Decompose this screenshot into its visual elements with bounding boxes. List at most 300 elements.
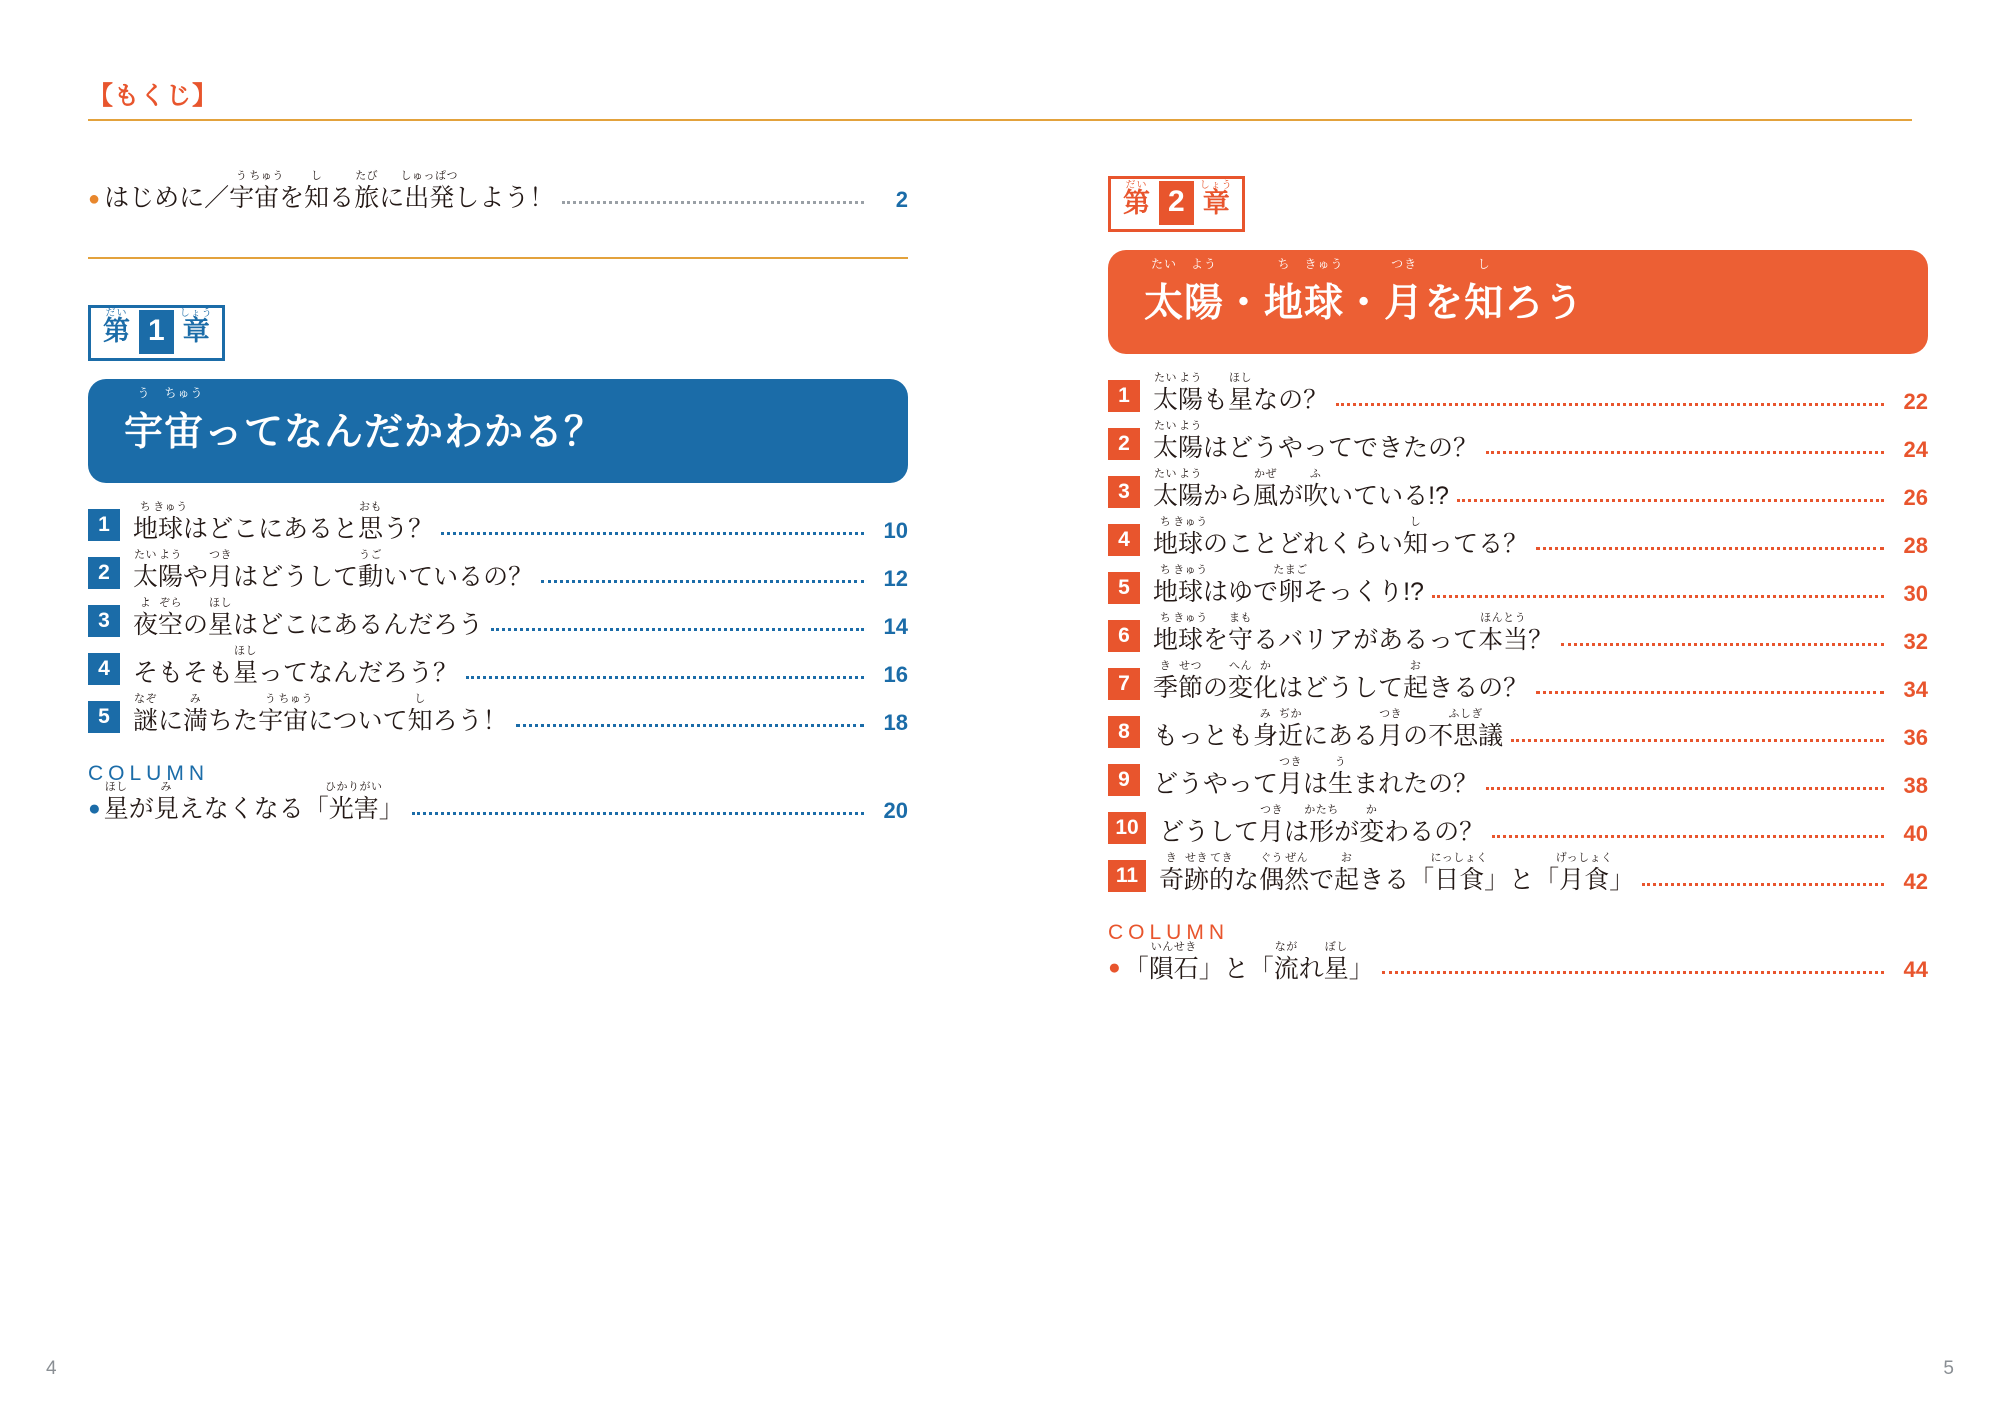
chapter-kanji: 第 xyxy=(1123,187,1150,218)
ruby-group xyxy=(1304,257,1345,328)
ruby-group xyxy=(1228,372,1254,415)
ruby-group xyxy=(1378,708,1404,751)
ruby-base: 変 xyxy=(1228,674,1254,703)
ruby-group xyxy=(358,501,384,544)
ruby-text: ほんとう xyxy=(1480,612,1527,625)
folio-left: 4 xyxy=(46,1358,57,1379)
ruby-base: 守 xyxy=(1228,626,1254,655)
ruby-group xyxy=(1259,804,1285,847)
ruby-text: ちゅう xyxy=(278,693,313,705)
ruby-group xyxy=(208,549,234,592)
ruby-group xyxy=(1273,564,1308,607)
text-run: は xyxy=(1284,818,1310,847)
ruby-group xyxy=(158,597,184,640)
entry-label xyxy=(1153,612,1554,655)
ruby-text: お xyxy=(1409,660,1422,673)
text-run: 」と「 xyxy=(1484,866,1560,895)
ruby-text: しょう xyxy=(1199,179,1233,191)
ruby-group xyxy=(153,501,188,544)
ruby-group xyxy=(1184,257,1225,328)
ruby-base: 宇 xyxy=(258,707,284,735)
text-run: も xyxy=(1203,386,1229,415)
ruby-text: かたち xyxy=(1304,804,1339,817)
chapter-number: 2 xyxy=(1159,181,1194,225)
text-run: きるの？ xyxy=(1428,674,1529,703)
toc-entry[interactable] xyxy=(1108,708,1928,751)
ruby-text: ふしぎ xyxy=(1448,708,1483,721)
page-number: 10 xyxy=(883,517,908,543)
ruby-group xyxy=(1403,660,1429,703)
leader-dots xyxy=(562,200,864,204)
ruby-group xyxy=(124,385,165,457)
toc-entry[interactable] xyxy=(88,501,908,544)
toc-entry[interactable] xyxy=(1108,612,1928,655)
ruby-text: ほし xyxy=(234,645,258,657)
ruby-base: 太 xyxy=(1144,282,1185,325)
ruby-text: にっしょく xyxy=(1430,852,1488,865)
ruby-text: ち xyxy=(1159,516,1172,529)
ruby-text: ぞら xyxy=(159,597,183,609)
ruby-group xyxy=(325,781,383,824)
ruby-base: 月食 xyxy=(1559,866,1610,895)
ruby-base: 月 xyxy=(208,563,234,591)
column-label: COLUMN xyxy=(88,761,210,785)
ruby-base: 地 xyxy=(133,515,159,543)
ruby-text: たい xyxy=(1150,257,1178,271)
ruby-group xyxy=(1228,660,1254,703)
chapter-kanji: 章 xyxy=(1202,187,1230,218)
leader-dots xyxy=(1642,882,1884,886)
ruby-base: 節 xyxy=(1178,674,1204,703)
text-run: 「 xyxy=(1123,954,1149,983)
leader-dots xyxy=(1492,834,1884,838)
ruby-text: し xyxy=(310,170,323,182)
entry-label xyxy=(133,693,508,736)
ruby-base: 星 xyxy=(233,659,259,687)
text-run: う？ xyxy=(383,515,434,543)
ruby-base: 季 xyxy=(1153,674,1179,703)
ruby-base: 形 xyxy=(1309,818,1335,847)
ruby-base: 球 xyxy=(1304,282,1345,325)
entry-label xyxy=(133,645,459,688)
text-run: にある xyxy=(1303,722,1379,751)
text-run: や xyxy=(183,563,209,591)
entry-label xyxy=(1159,852,1635,895)
ruby-base: 動 xyxy=(358,563,384,591)
toc-entry[interactable] xyxy=(1108,516,1928,559)
ruby-text: み xyxy=(189,693,202,705)
ruby-group xyxy=(304,170,330,213)
text-run: の xyxy=(1403,722,1429,751)
text-run: ？ xyxy=(1528,626,1554,655)
bullet-icon: ● xyxy=(1108,956,1121,979)
text-run: ちた xyxy=(208,707,259,735)
ruby-base: 近 xyxy=(1278,722,1304,751)
text-run: を xyxy=(1203,626,1229,655)
ruby-base: 星 xyxy=(1228,386,1254,415)
bullet-icon: ● xyxy=(88,187,101,210)
text-run: で xyxy=(1309,866,1335,895)
ruby-base: 地 xyxy=(1153,578,1179,607)
ruby-text: たい xyxy=(1154,468,1177,481)
chapter-kanji-last xyxy=(1199,179,1233,218)
ruby-group xyxy=(1159,852,1185,895)
column-entry[interactable] xyxy=(88,781,908,824)
left-column xyxy=(88,170,908,824)
ruby-group xyxy=(1328,756,1354,799)
ruby-group xyxy=(1428,708,1504,751)
ruby-text: う xyxy=(137,385,151,400)
leader-dots xyxy=(466,675,864,679)
ruby-text: か xyxy=(1259,660,1272,673)
ruby-group xyxy=(1173,612,1208,655)
ruby-text: つき xyxy=(209,549,233,561)
ruby-group xyxy=(1430,852,1488,895)
entry-label xyxy=(133,597,484,640)
entry-label xyxy=(1153,756,1479,799)
text-run: から xyxy=(1203,482,1254,511)
ruby-base: 奇 xyxy=(1159,866,1185,895)
entry-label xyxy=(1153,516,1529,559)
ruby-base: 星 xyxy=(208,611,234,639)
ruby-text: き xyxy=(1159,660,1172,673)
ruby-base: 太 xyxy=(133,563,159,591)
ruby-base: 太 xyxy=(1153,386,1179,415)
chapter-2-entries xyxy=(1108,372,1928,895)
ruby-group xyxy=(133,549,159,592)
ruby-text: たい xyxy=(1154,372,1177,385)
entry-number: 3 xyxy=(1108,476,1140,508)
ruby-group xyxy=(1464,257,1505,328)
ruby-base: 隕石 xyxy=(1148,954,1199,983)
ruby-group xyxy=(183,693,209,736)
page-number: 12 xyxy=(883,565,908,591)
ruby-base: 陽 xyxy=(158,563,184,591)
ruby-group xyxy=(1259,852,1285,895)
ruby-text: だい xyxy=(1125,179,1148,191)
text-run: えなくなる「 xyxy=(178,795,329,824)
entry-label xyxy=(1153,372,1329,415)
text-run: はどうして xyxy=(1278,674,1404,703)
ruby-base: 宙 xyxy=(164,410,205,454)
page-number: 42 xyxy=(1903,869,1928,894)
ruby-base: 生 xyxy=(1328,770,1354,799)
page-number: 38 xyxy=(1903,773,1928,798)
ruby-text: う xyxy=(235,170,248,182)
entry-number: 7 xyxy=(1108,668,1140,700)
ruby-text: きゅう xyxy=(1173,612,1208,625)
ruby-group xyxy=(1323,940,1349,984)
ruby-base: 宇 xyxy=(124,410,165,454)
ruby-group xyxy=(1178,468,1204,511)
entry-label xyxy=(1153,660,1529,703)
ruby-base: 陽 xyxy=(1178,482,1204,511)
entry-number: 1 xyxy=(1108,380,1140,412)
toc-entry[interactable] xyxy=(1108,660,1928,703)
ruby-group xyxy=(1334,852,1360,895)
leader-dots xyxy=(1486,450,1884,454)
toc-entry[interactable] xyxy=(88,645,908,688)
entry-number: 2 xyxy=(1108,428,1140,460)
ruby-text: ふ xyxy=(1309,468,1322,481)
ruby-group xyxy=(1209,852,1235,895)
text-run: しよう！ xyxy=(454,184,555,212)
ruby-base: 知 xyxy=(304,184,330,212)
ruby-base: 地 xyxy=(1153,626,1179,655)
ruby-base: 吹 xyxy=(1303,482,1329,511)
leader-dots xyxy=(1382,970,1884,974)
ruby-group xyxy=(1304,804,1339,847)
ruby-base: 陽 xyxy=(1184,282,1225,325)
ruby-text: ぢか xyxy=(1279,708,1303,721)
chapter-kanji-first xyxy=(1123,179,1150,218)
ruby-text: おも xyxy=(359,501,383,513)
ruby-text: ちゅう xyxy=(249,170,284,182)
ruby-base: 的 xyxy=(1209,866,1235,895)
entry-number: 1 xyxy=(88,509,120,541)
ruby-group xyxy=(1173,516,1208,559)
ruby-text: だい xyxy=(105,308,128,320)
ruby-base: 偶 xyxy=(1259,866,1285,895)
ruby-base: 本当 xyxy=(1478,626,1529,655)
entry-number: 6 xyxy=(1108,620,1140,652)
entry-number: 10 xyxy=(1108,812,1146,844)
page-number: 2 xyxy=(895,186,908,212)
toc-entry[interactable] xyxy=(88,549,908,592)
ruby-group xyxy=(1278,756,1304,799)
ruby-base: 宙 xyxy=(283,707,309,735)
ruby-group xyxy=(1264,257,1305,328)
chapter-1-badge xyxy=(88,305,225,361)
ruby-text: か xyxy=(1365,804,1378,817)
page-header xyxy=(88,84,1912,121)
ruby-base: 謎 xyxy=(133,707,159,735)
ruby-group xyxy=(1173,564,1208,607)
ruby-group xyxy=(1178,420,1204,463)
entry-number: 4 xyxy=(1108,524,1140,556)
page-number: 22 xyxy=(1903,389,1928,414)
ruby-text: ぐう xyxy=(1260,852,1284,865)
ruby-base: 満 xyxy=(183,707,209,735)
ruby-text: ち xyxy=(1277,257,1291,271)
toc-entry[interactable] xyxy=(1108,372,1928,415)
ruby-base: 思 xyxy=(358,515,384,543)
ruby-text: き xyxy=(1165,852,1178,865)
ruby-base: 星 xyxy=(1323,954,1349,983)
ruby-group xyxy=(133,501,159,544)
ruby-text: まも xyxy=(1229,612,1253,625)
page-number: 40 xyxy=(1903,821,1928,846)
intro-entry[interactable] xyxy=(88,170,908,213)
ruby-group xyxy=(1384,257,1425,328)
text-run: るバリアがあるって xyxy=(1253,626,1479,655)
entry-number: 3 xyxy=(88,605,120,637)
column-entry[interactable] xyxy=(1108,940,1928,983)
text-run: はゆで xyxy=(1203,578,1279,607)
section-divider xyxy=(88,257,908,259)
chapter-kanji: 第 xyxy=(103,316,130,347)
ruby-group xyxy=(354,170,380,213)
ruby-group xyxy=(1153,516,1179,559)
chapter-2-badge xyxy=(1108,176,1245,232)
ruby-text: し xyxy=(1409,516,1422,529)
leader-dots xyxy=(491,627,864,631)
leader-dots xyxy=(516,723,864,727)
text-run: そっくり!? xyxy=(1303,578,1424,607)
text-run: の xyxy=(183,611,209,639)
ruby-group xyxy=(1253,468,1279,511)
page-number: 26 xyxy=(1903,485,1928,510)
ruby-base: 不思議 xyxy=(1428,722,1504,751)
header-divider xyxy=(88,119,1912,121)
entry-label xyxy=(1153,468,1449,511)
entry-label xyxy=(1153,420,1479,463)
ruby-base: 風 xyxy=(1253,482,1279,511)
entry-number: 5 xyxy=(1108,572,1140,604)
text-run: きる「 xyxy=(1359,866,1435,895)
ruby-group xyxy=(1153,468,1179,511)
page-number: 44 xyxy=(1903,957,1928,983)
toc-entry[interactable] xyxy=(1108,564,1928,607)
ruby-group xyxy=(249,170,284,213)
ruby-base: 球 xyxy=(1178,626,1204,655)
ruby-text: いんせき xyxy=(1150,940,1197,953)
ruby-base: 球 xyxy=(158,515,184,543)
text-run: ろう！ xyxy=(432,707,508,735)
ruby-text: つき xyxy=(1379,708,1403,721)
ruby-text: へん xyxy=(1229,660,1253,673)
text-run: の xyxy=(1203,674,1229,703)
ruby-base: 月 xyxy=(1259,818,1285,847)
ruby-text: きゅう xyxy=(1304,257,1344,271)
ruby-base: 宇 xyxy=(229,184,255,212)
ruby-group xyxy=(1253,660,1279,703)
ruby-base: 出発 xyxy=(404,184,455,212)
bullet-icon: ● xyxy=(88,796,101,820)
text-run: いているの？ xyxy=(383,563,534,591)
entry-number: 4 xyxy=(88,653,120,685)
ruby-group xyxy=(153,781,179,824)
leader-dots xyxy=(1511,738,1884,742)
ruby-text: つき xyxy=(1279,756,1303,769)
ruby-text: よう xyxy=(1179,468,1203,481)
ruby-group xyxy=(1228,612,1254,655)
ruby-group xyxy=(1253,708,1279,751)
toc-entry[interactable] xyxy=(1108,804,1928,847)
ruby-base: 化 xyxy=(1253,674,1279,703)
entry-label xyxy=(133,501,434,544)
ruby-group xyxy=(1273,940,1299,984)
ruby-text: み xyxy=(160,781,172,794)
ruby-base: 地 xyxy=(1264,282,1305,325)
ruby-text: ち xyxy=(139,501,152,513)
entry-number: 11 xyxy=(1108,860,1146,892)
toc-entry[interactable] xyxy=(1108,468,1928,511)
ruby-group xyxy=(1153,660,1179,703)
ruby-base: 跡 xyxy=(1184,866,1210,895)
ruby-group xyxy=(208,597,234,640)
text-run: いている!? xyxy=(1328,482,1449,511)
ruby-group xyxy=(1278,708,1304,751)
ruby-group xyxy=(1478,612,1529,655)
text-run: わるの？ xyxy=(1384,818,1485,847)
text-run: まれたの？ xyxy=(1353,770,1479,799)
ruby-base: 太 xyxy=(1153,482,1179,511)
text-run: れ xyxy=(1298,954,1324,983)
ruby-text: きゅう xyxy=(1173,564,1208,577)
ruby-text: ち xyxy=(1159,564,1172,577)
ruby-base: 流 xyxy=(1273,954,1299,983)
toc-entry[interactable] xyxy=(88,597,908,640)
ruby-group xyxy=(278,693,313,736)
text-run: に xyxy=(158,707,184,735)
text-run: ってなんだろう？ xyxy=(258,659,459,687)
ruby-text: よう xyxy=(1179,420,1203,433)
page-number: 32 xyxy=(1903,629,1928,654)
ruby-base: 知 xyxy=(1464,282,1505,325)
ruby-base: 夜 xyxy=(133,611,159,639)
chapter-kanji-first xyxy=(103,308,130,347)
ruby-group xyxy=(400,170,458,213)
ruby-base: 太 xyxy=(1153,434,1179,463)
ruby-group xyxy=(164,385,205,457)
ruby-text: たび xyxy=(355,170,379,182)
ruby-text: し xyxy=(414,693,426,705)
ruby-text: ちゅう xyxy=(164,385,204,400)
ruby-base: 卵 xyxy=(1278,578,1304,607)
ruby-text: お xyxy=(1340,852,1353,865)
ruby-text: よ xyxy=(139,597,152,609)
leader-dots xyxy=(1536,546,1884,550)
ruby-text: なぞ xyxy=(134,693,157,705)
text-run: が xyxy=(128,795,154,824)
toc-entry[interactable] xyxy=(1108,420,1928,463)
ruby-base: 起 xyxy=(1403,674,1429,703)
toc-entry[interactable] xyxy=(1108,756,1928,799)
text-run: 」と「 xyxy=(1198,954,1274,983)
ruby-group xyxy=(258,693,284,736)
ruby-text: しゅっぱつ xyxy=(400,170,458,182)
intro-label xyxy=(104,170,555,213)
toc-entry[interactable] xyxy=(1108,852,1928,895)
toc-entry[interactable] xyxy=(88,693,908,736)
entry-number: 8 xyxy=(1108,716,1140,748)
page-number: 14 xyxy=(883,613,908,639)
text-run: ってる？ xyxy=(1428,530,1529,559)
ruby-base: 変 xyxy=(1359,818,1385,847)
text-run: ・ xyxy=(1344,282,1385,325)
text-run: はじめに／ xyxy=(104,184,230,212)
ruby-group xyxy=(1153,372,1179,415)
chapter-kanji: 章 xyxy=(182,316,210,347)
ruby-text: み xyxy=(1259,708,1272,721)
ruby-text: し xyxy=(1477,257,1491,271)
entry-label xyxy=(1159,804,1485,847)
page-number: 24 xyxy=(1903,437,1928,462)
ruby-group xyxy=(1359,804,1385,847)
ruby-group xyxy=(158,549,184,592)
page-number: 20 xyxy=(883,798,908,824)
ruby-base: 球 xyxy=(1178,578,1204,607)
page-number: 34 xyxy=(1903,677,1928,702)
ruby-text: せつ xyxy=(1179,660,1203,673)
ruby-group xyxy=(1178,660,1204,703)
leader-dots xyxy=(1457,498,1884,502)
page-number: 30 xyxy=(1903,581,1928,606)
ruby-base: 知 xyxy=(407,707,433,735)
ruby-group xyxy=(1153,612,1179,655)
text-run: はどうやってできたの？ xyxy=(1203,434,1479,463)
